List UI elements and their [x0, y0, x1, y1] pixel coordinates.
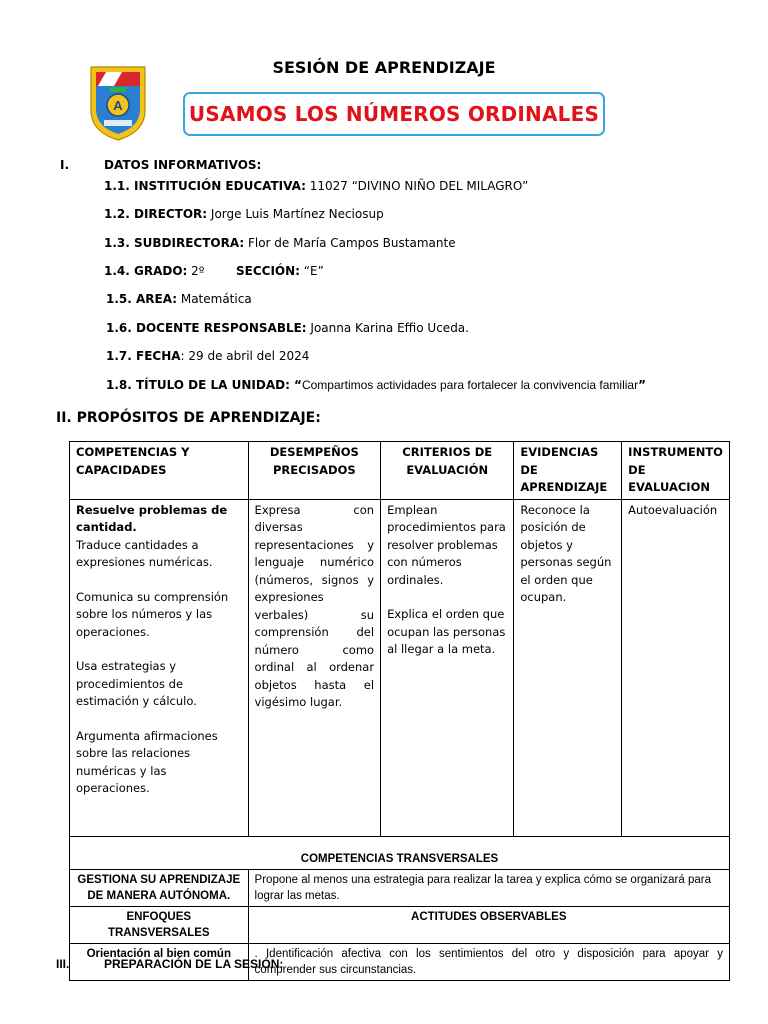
- cell-instrumento: Autoevaluación: [622, 499, 730, 836]
- info-item-fecha: 1.7. FECHA: 29 de abril del 2024: [106, 349, 310, 363]
- orientacion-text: . Identificación afectiva con los sentimientos del otro y disposición para apoyar y comprender sus circunstancias.: [248, 943, 729, 980]
- header-evidencias: EVIDENCIAS DE APRENDIZAJE: [514, 442, 622, 500]
- capacidad-item: Usa estrategias y procedimientos de estimación y cálculo.: [76, 659, 197, 708]
- enfoques-label: ENFOQUES TRANSVERSALES: [70, 906, 249, 943]
- info-item-grado: 1.4. GRADO: 2º: [104, 264, 205, 278]
- document-title: SESIÓN DE APRENDIZAJE: [272, 58, 496, 77]
- section-2-title: II. PROPÓSITOS DE APRENDIZAJE:: [56, 410, 321, 426]
- cell-desempeno: Expresa con diversas representaciones y lenguaje numérico (números, signos y expresiones verbales) su comprensión del número como ordinal al ordenar objetos hasta el vigésimo lugar.: [248, 499, 381, 836]
- gestiona-label: GESTIONA SU APRENDIZAJE DE MANERA AUTÓNOMA.: [70, 869, 249, 906]
- enfoques-row: [70, 906, 730, 943]
- cell-criterios: [381, 499, 514, 836]
- svg-text:A: A: [113, 98, 123, 113]
- info-item-area: 1.5. AREA: Matemática: [106, 292, 252, 306]
- header-criterios: CRITERIOS DE EVALUACIÓN: [381, 442, 514, 500]
- criterio-item: Emplean procedimientos para resolver problemas con números ordinales.: [387, 502, 506, 587]
- gestiona-row: [70, 869, 730, 906]
- section-3-title: PREPARACIÓN DE LA SESIÓN:: [104, 957, 284, 971]
- table-row: [70, 499, 730, 836]
- capacidad-item: Traduce cantidades a expresiones numéricas.: [76, 537, 213, 569]
- section-1-title: DATOS INFORMATIVOS:: [104, 158, 262, 172]
- info-item-titulo-unidad: 1.8. TÍTULO DE LA UNIDAD: “Compartimos actividades para fortalecer la convivencia familiar”: [106, 378, 646, 392]
- gestiona-text: Propone al menos una estrategia para realizar la tarea y explica cómo se organizará para lograr las metas.: [248, 869, 729, 906]
- header-desempenos: DESEMPEÑOS PRECISADOS: [248, 442, 381, 500]
- orientacion-label: Orientación al bien común: [70, 943, 249, 980]
- info-item-seccion: SECCIÓN: “E”: [236, 264, 324, 278]
- cell-competencias: [70, 499, 249, 836]
- actitudes-label: ACTITUDES OBSERVABLES: [248, 906, 729, 943]
- cell-evidencia: Reconoce la posición de objetos y personas según el orden que ocupan.: [514, 499, 622, 836]
- header-instrumento: INSTRUMENTO DE EVALUACION: [622, 442, 730, 500]
- propositos-table: [69, 441, 730, 981]
- info-item-docente: 1.6. DOCENTE RESPONSABLE: Joanna Karina Effio Uceda.: [106, 321, 469, 335]
- section-3-number: III.: [56, 957, 70, 971]
- competencia-title: Resuelve problemas de cantidad.: [76, 502, 228, 534]
- criterio-item: Explica el orden que ocupan las personas al llegar a la meta.: [387, 607, 506, 656]
- transversales-row: [70, 836, 730, 869]
- section-1-number: I.: [60, 158, 70, 172]
- table-header-row: [70, 442, 730, 500]
- capacidad-item: Argumenta afirmaciones sobre las relaciones numéricas y las operaciones.: [76, 728, 218, 795]
- header-competencias: COMPETENCIAS Y CAPACIDADES: [70, 442, 249, 500]
- session-title-box: [183, 92, 605, 136]
- info-item-institucion: 1.1. INSTITUCIÓN EDUCATIVA: 11027 “DIVINO NIÑO DEL MILAGRO”: [104, 179, 529, 193]
- session-title: USAMOS LOS NÚMEROS ORDINALES: [188, 102, 600, 126]
- competencias-transversales-title: COMPETENCIAS TRANSVERSALES: [70, 836, 730, 869]
- info-item-subdirectora: 1.3. SUBDIRECTORA: Flor de María Campos Bustamante: [104, 236, 456, 250]
- capacidad-item: Comunica su comprensión sobre los números y las operaciones.: [76, 589, 229, 639]
- info-item-director: 1.2. DIRECTOR: Jorge Luis Martínez Neciosup: [104, 207, 384, 221]
